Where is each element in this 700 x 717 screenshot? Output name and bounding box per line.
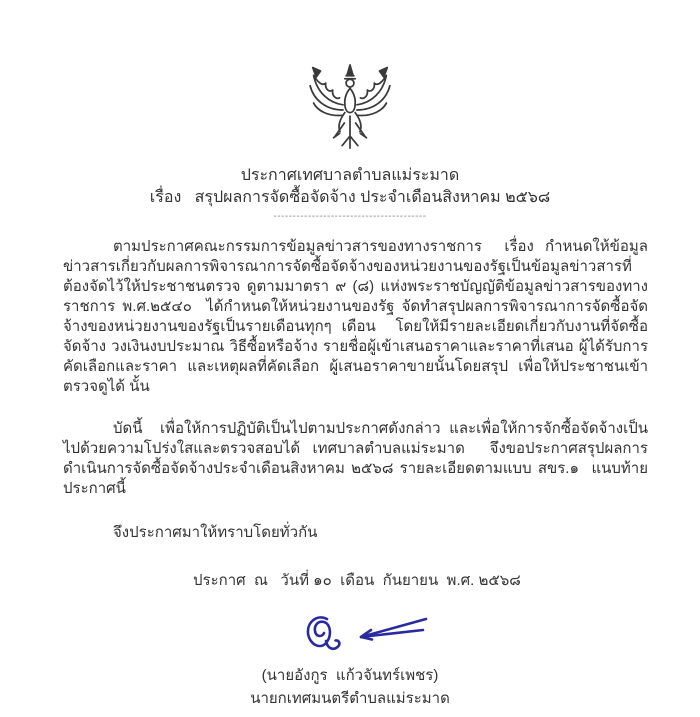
body-paragraph-1: ตามประกาศคณะกรรมการข้อมูลข่าวสารของทางราชการ เรื่อง กำหนดให้ข้อมูลข่าวสารเกี่ยวกับผลการพิจารณาการจัดซื้อจัดจ้างของหน่วยงานของรัฐเป็นข้อมูลข่าวสารที่ต้องจัดไว้ให้ประชาชนตรวจ ดูตามมาตรา ๙ (๘) แห่งพระราชบัญญัติข้อมูลข่าวสารของทางราชการ พ.ศ.๒๕๔๐ ได้กำหนดให้หน่วยงานของรัฐ จัดทำสรุปผลการพิจารณาการจัดซื้อจัดจ้างของหน่วยงานของรัฐเป็นรายเดือนทุกๆ เดือน โดยให้มีรายละเอียดเกี่ยวกับงานที่จัดซื้อจัดจ้าง วงเงินงบประมาณ วิธีซื้อหรือจ้าง รายชื่อผู้เข้าเสนอราคาและราคาที่เสนอ ผู้ได้รับการคัดเลือกและราคา และเหตุผลที่คัดเลือก ผู้เสนอราคาขายนั้นโดยสรุป เพื่อให้ประชาชนเข้าตรวจดูได้ นั้น [63,238,648,395]
signature-scribble-icon [263,646,438,663]
closing-statement: จึงประกาศมาให้ทราบโดยทั่วกัน [113,524,318,541]
signature-block [0,607,700,710]
date-line: ประกาศ ณ วันที่ ๑๐ เดือน กันยายน พ.ศ. ๒๕๖๘ [193,572,521,589]
emblem-container [0,0,700,165]
announcement-org-title: ประกาศเทศบาลตำบลแม่ระมาด [240,167,460,184]
document-body [63,237,648,591]
garuda-emblem-icon [298,147,402,164]
divider-line: ---------------------------------------- [273,211,427,222]
signer-title: นายกเทศมนตรีตำบลแม่ระมาด [250,690,450,707]
body-paragraph-2: บัดนี้ เพื่อให้การปฏิบัติเป็นไปตามประกาศดังกล่าว และเพื่อให้การจักซื้อจัดจ้างเป็นไปด้วยความโปร่งใสและตรวจสอบได้ เทศบาลตำบลแม่ระมาด จึงขอประกาศสรุปผลการดำเนินการจัดซื้อจัดจ้างประจำเดือนสิงหาคม ๒๕๖๘ รายละเอียดตามแบบ สขร.๑ แนบท้ายประกาศนี้ [63,420,648,497]
signer-name: (นายอังกูร แก้วจันทร์เพชร) [261,667,439,684]
announcement-subject: เรื่อง สรุปผลการจัดซื้อจัดจ้าง ประจำเดือนสิงหาคม ๒๕๖๘ [149,189,551,206]
